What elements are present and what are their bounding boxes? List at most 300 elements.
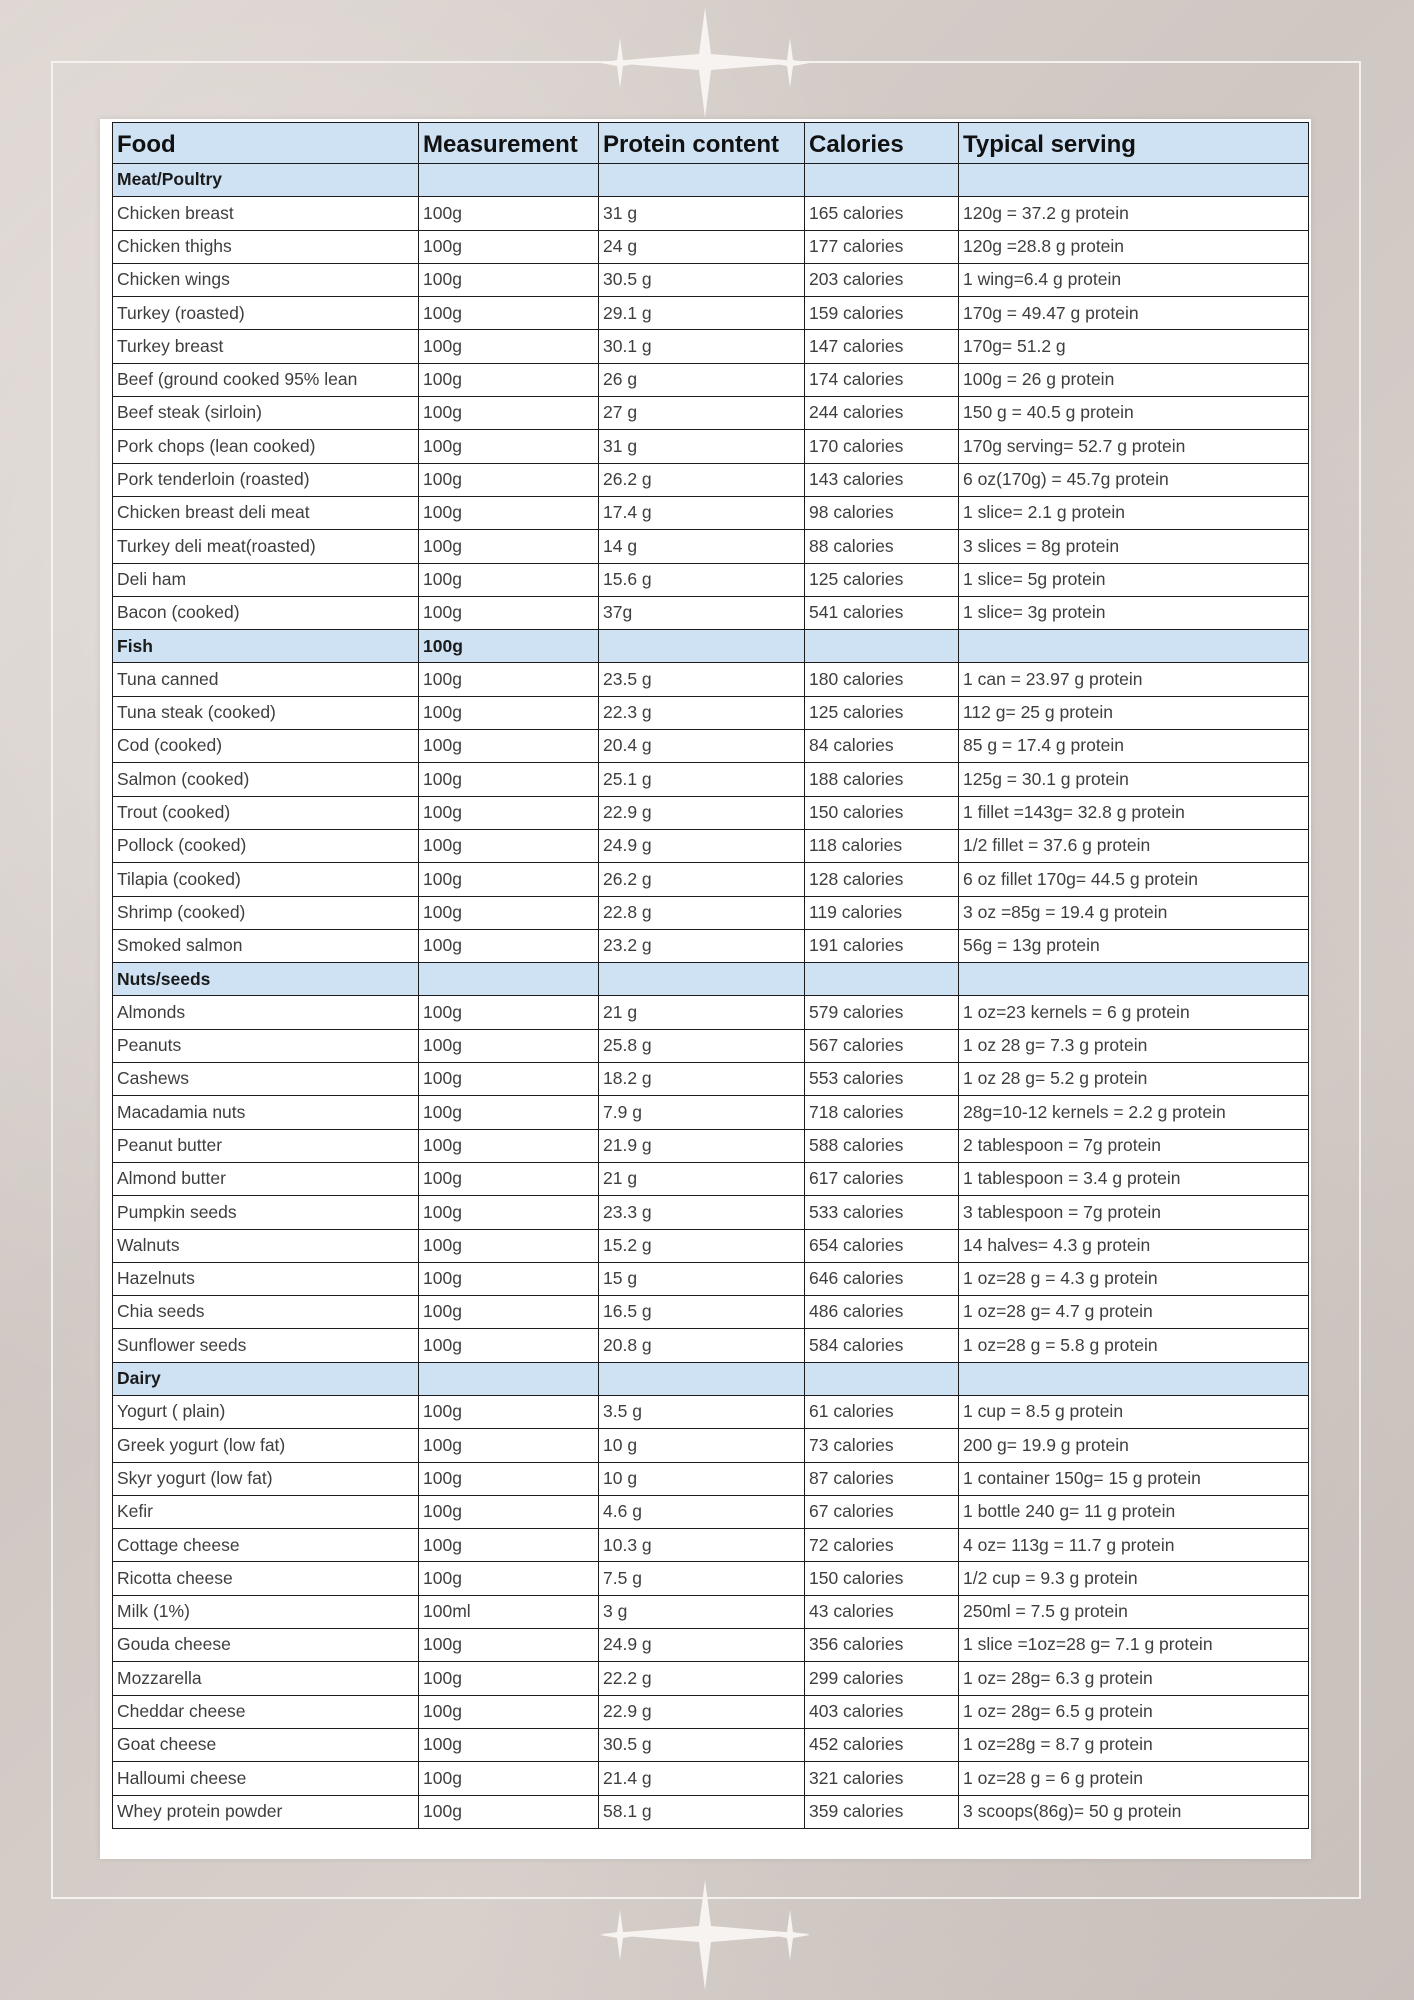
serving-cell: 1 oz=28 g = 4.3 g protein [959,1262,1309,1295]
protein-cell: 4.6 g [599,1495,805,1528]
calories-cell: 98 calories [805,496,959,529]
table-row [113,829,1309,862]
protein-cell: 29.1 g [599,297,805,330]
protein-cell: 20.4 g [599,730,805,763]
table-row [113,397,1309,430]
protein-cell: 15.2 g [599,1229,805,1262]
calories-cell: 143 calories [805,463,959,496]
measurement-cell: 100g [419,896,599,929]
measurement-cell: 100g [419,1695,599,1728]
serving-cell: 1 slice =1oz=28 g= 7.1 g protein [959,1629,1309,1662]
food-cell: Skyr yogurt (low fat) [113,1462,419,1495]
header-calories: Calories [805,123,959,164]
food-cell: Chia seeds [113,1296,419,1329]
food-cell: Beef steak (sirloin) [113,397,419,430]
protein-cell: 3.5 g [599,1395,805,1428]
measurement-cell: 100g [419,496,599,529]
food-cell: Chicken wings [113,263,419,296]
serving-cell: 1 slice= 5g protein [959,563,1309,596]
protein-cell: 26 g [599,363,805,396]
measurement-cell: 100g [419,1728,599,1761]
calories-cell: 553 calories [805,1063,959,1096]
table-row [113,596,1309,629]
protein-cell: 23.3 g [599,1196,805,1229]
protein-cell: 15 g [599,1262,805,1295]
measurement-cell: 100g [419,596,599,629]
food-cell: Sunflower seeds [113,1329,419,1362]
calories-cell [805,963,959,996]
protein-cell: 31 g [599,197,805,230]
protein-cell: 23.5 g [599,663,805,696]
serving-cell: 1 can = 23.97 g protein [959,663,1309,696]
section-header-row [113,164,1309,197]
protein-cell: 24 g [599,230,805,263]
food-cell: Smoked salmon [113,929,419,962]
protein-cell: 23.2 g [599,929,805,962]
protein-cell: 20.8 g [599,1329,805,1362]
food-cell: Trout (cooked) [113,796,419,829]
serving-cell: 6 oz(170g) = 45.7g protein [959,463,1309,496]
calories-cell: 321 calories [805,1762,959,1795]
food-cell: Bacon (cooked) [113,596,419,629]
table-row [113,1196,1309,1229]
food-cell: Tilapia (cooked) [113,863,419,896]
serving-cell: 1 slice= 3g protein [959,596,1309,629]
measurement-cell: 100g [419,730,599,763]
table-row [113,1728,1309,1761]
food-cell: Beef (ground cooked 95% lean [113,363,419,396]
serving-cell: 120g =28.8 g protein [959,230,1309,263]
protein-cell: 7.5 g [599,1562,805,1595]
protein-cell: 22.8 g [599,896,805,929]
serving-cell: 1 oz=28 g = 5.8 g protein [959,1329,1309,1362]
table-row [113,763,1309,796]
calories-cell: 403 calories [805,1695,959,1728]
table-row [113,696,1309,729]
protein-cell: 31 g [599,430,805,463]
protein-cell: 26.2 g [599,863,805,896]
serving-cell [959,963,1309,996]
table-row [113,1495,1309,1528]
food-cell: Gouda cheese [113,1629,419,1662]
serving-cell: 112 g= 25 g protein [959,696,1309,729]
measurement-cell [419,1362,599,1395]
table-row [113,929,1309,962]
food-cell: Walnuts [113,1229,419,1262]
food-cell: Kefir [113,1495,419,1528]
calories-cell [805,1362,959,1395]
section-label: Nuts/seeds [113,963,419,996]
calories-cell: 567 calories [805,1029,959,1062]
calories-cell: 72 calories [805,1529,959,1562]
protein-cell: 14 g [599,530,805,563]
calories-cell: 359 calories [805,1795,959,1828]
table-row [113,530,1309,563]
serving-cell [959,164,1309,197]
calories-cell: 170 calories [805,430,959,463]
serving-cell: 1 container 150g= 15 g protein [959,1462,1309,1495]
serving-cell: 1 oz=23 kernels = 6 g protein [959,996,1309,1029]
table-row [113,1529,1309,1562]
table-row [113,1262,1309,1295]
protein-cell: 24.9 g [599,829,805,862]
header-protein-content: Protein content [599,123,805,164]
food-cell: Almonds [113,996,419,1029]
calories-cell: 147 calories [805,330,959,363]
table-row [113,1695,1309,1728]
table-row [113,1129,1309,1162]
protein-cell: 30.5 g [599,1728,805,1761]
food-cell: Hazelnuts [113,1262,419,1295]
calories-cell: 43 calories [805,1595,959,1628]
food-cell: Cod (cooked) [113,730,419,763]
food-cell: Cheddar cheese [113,1695,419,1728]
measurement-cell: 100g [419,563,599,596]
measurement-cell: 100g [419,230,599,263]
measurement-cell: 100g [419,1662,599,1695]
food-cell: Macadamia nuts [113,1096,419,1129]
table-row [113,1229,1309,1262]
protein-cell: 27 g [599,397,805,430]
food-cell: Ricotta cheese [113,1562,419,1595]
protein-cell [599,963,805,996]
protein-cell: 22.9 g [599,1695,805,1728]
measurement-cell: 100g [419,929,599,962]
protein-cell: 7.9 g [599,1096,805,1129]
protein-cell [599,1362,805,1395]
serving-cell: 3 slices = 8g protein [959,530,1309,563]
serving-cell: 150 g = 40.5 g protein [959,397,1309,430]
measurement-cell: 100g [419,1429,599,1462]
serving-cell: 1 oz=28g = 8.7 g protein [959,1728,1309,1761]
table-row [113,1562,1309,1595]
calories-cell: 119 calories [805,896,959,929]
table-row [113,1296,1309,1329]
protein-table [112,122,1309,1829]
serving-cell: 125g = 30.1 g protein [959,763,1309,796]
protein-cell: 37g [599,596,805,629]
table-row [113,1795,1309,1828]
serving-cell: 2 tablespoon = 7g protein [959,1129,1309,1162]
protein-cell: 21 g [599,1162,805,1195]
serving-cell: 250ml = 7.5 g protein [959,1595,1309,1628]
measurement-cell: 100g [419,530,599,563]
measurement-cell: 100g [419,796,599,829]
measurement-cell [419,963,599,996]
food-cell: Peanut butter [113,1129,419,1162]
table-row [113,1329,1309,1362]
serving-cell: 1 oz= 28g= 6.5 g protein [959,1695,1309,1728]
table-row [113,330,1309,363]
calories-cell: 486 calories [805,1296,959,1329]
food-cell: Turkey breast [113,330,419,363]
measurement-cell: 100g [419,263,599,296]
serving-cell: 28g=10-12 kernels = 2.2 g protein [959,1096,1309,1129]
measurement-cell: 100g [419,663,599,696]
serving-cell: 200 g= 19.9 g protein [959,1429,1309,1462]
food-cell: Tuna canned [113,663,419,696]
measurement-cell: 100g [419,1229,599,1262]
serving-cell: 3 scoops(86g)= 50 g protein [959,1795,1309,1828]
protein-cell: 22.2 g [599,1662,805,1695]
calories-cell: 191 calories [805,929,959,962]
calories-cell: 533 calories [805,1196,959,1229]
food-cell: Deli ham [113,563,419,596]
header-food: Food [113,123,419,164]
food-cell: Almond butter [113,1162,419,1195]
measurement-cell: 100g [419,1462,599,1495]
calories-cell: 203 calories [805,263,959,296]
measurement-cell: 100g [419,1629,599,1662]
serving-cell: 4 oz= 113g = 11.7 g protein [959,1529,1309,1562]
calories-cell: 244 calories [805,397,959,430]
calories-cell: 718 calories [805,1096,959,1129]
food-cell: Yogurt ( plain) [113,1395,419,1428]
serving-cell: 1 oz=28 g= 4.7 g protein [959,1296,1309,1329]
sparkle-bottom-icon [600,1880,810,1990]
calories-cell: 128 calories [805,863,959,896]
measurement-cell: 100g [419,1762,599,1795]
protein-cell: 21 g [599,996,805,1029]
measurement-cell: 100g [419,430,599,463]
serving-cell: 3 oz =85g = 19.4 g protein [959,896,1309,929]
measurement-cell [419,164,599,197]
protein-cell: 10.3 g [599,1529,805,1562]
table-header-row [113,123,1309,164]
calories-cell [805,164,959,197]
food-cell: Shrimp (cooked) [113,896,419,929]
protein-cell: 17.4 g [599,496,805,529]
serving-cell: 170g = 49.47 g protein [959,297,1309,330]
measurement-cell: 100g [419,297,599,330]
protein-cell: 30.5 g [599,263,805,296]
food-cell: Chicken thighs [113,230,419,263]
calories-cell: 125 calories [805,696,959,729]
measurement-cell: 100g [419,1029,599,1062]
protein-cell: 10 g [599,1429,805,1462]
serving-cell: 56g = 13g protein [959,929,1309,962]
calories-cell: 61 calories [805,1395,959,1428]
measurement-cell: 100g [419,1395,599,1428]
measurement-cell: 100g [419,829,599,862]
protein-cell: 30.1 g [599,330,805,363]
serving-cell: 170g serving= 52.7 g protein [959,430,1309,463]
measurement-cell: 100g [419,1129,599,1162]
protein-cell: 25.8 g [599,1029,805,1062]
food-cell: Pumpkin seeds [113,1196,419,1229]
table-row [113,463,1309,496]
calories-cell: 617 calories [805,1162,959,1195]
food-cell: Chicken breast deli meat [113,496,419,529]
table-row [113,1063,1309,1096]
food-cell: Cashews [113,1063,419,1096]
calories-cell: 150 calories [805,1562,959,1595]
serving-cell: 1/2 fillet = 37.6 g protein [959,829,1309,862]
food-cell: Pork tenderloin (roasted) [113,463,419,496]
calories-cell: 87 calories [805,1462,959,1495]
calories-cell: 356 calories [805,1629,959,1662]
calories-cell: 165 calories [805,197,959,230]
protein-cell: 3 g [599,1595,805,1628]
measurement-cell: 100g [419,996,599,1029]
measurement-cell: 100g [419,1795,599,1828]
table-row [113,1429,1309,1462]
measurement-cell: 100g [419,863,599,896]
food-cell: Cottage cheese [113,1529,419,1562]
serving-cell: 100g = 26 g protein [959,363,1309,396]
measurement-cell: 100g [419,1262,599,1295]
measurement-cell: 100g [419,1063,599,1096]
protein-cell: 21.4 g [599,1762,805,1795]
protein-cell: 26.2 g [599,463,805,496]
calories-cell: 177 calories [805,230,959,263]
table-row [113,663,1309,696]
calories-cell [805,630,959,663]
protein-cell: 21.9 g [599,1129,805,1162]
calories-cell: 150 calories [805,796,959,829]
table-row [113,1162,1309,1195]
food-cell: Salmon (cooked) [113,763,419,796]
protein-cell: 25.1 g [599,763,805,796]
serving-cell: 120g = 37.2 g protein [959,197,1309,230]
serving-cell: 3 tablespoon = 7g protein [959,1196,1309,1229]
calories-cell: 180 calories [805,663,959,696]
measurement-cell: 100g [419,1196,599,1229]
calories-cell: 88 calories [805,530,959,563]
food-cell: Pork chops (lean cooked) [113,430,419,463]
serving-cell: 1 oz= 28g= 6.3 g protein [959,1662,1309,1695]
table-row [113,1595,1309,1628]
table-row [113,1096,1309,1129]
sparkle-top-icon [600,8,810,118]
food-cell: Goat cheese [113,1728,419,1761]
protein-cell: 15.6 g [599,563,805,596]
calories-cell: 118 calories [805,829,959,862]
table-row [113,197,1309,230]
measurement-cell: 100g [419,1495,599,1528]
section-header-row [113,963,1309,996]
measurement-cell: 100g [419,763,599,796]
calories-cell: 174 calories [805,363,959,396]
food-cell: Peanuts [113,1029,419,1062]
serving-cell: 1 fillet =143g= 32.8 g protein [959,796,1309,829]
measurement-cell: 100g [419,397,599,430]
food-cell: Mozzarella [113,1662,419,1695]
table-row [113,297,1309,330]
protein-cell: 10 g [599,1462,805,1495]
calories-cell: 541 calories [805,596,959,629]
protein-cell: 18.2 g [599,1063,805,1096]
calories-cell: 588 calories [805,1129,959,1162]
serving-cell: 1 oz=28 g = 6 g protein [959,1762,1309,1795]
document-page [100,119,1311,1859]
table-row [113,563,1309,596]
section-label: Dairy [113,1362,419,1395]
food-cell: Turkey (roasted) [113,297,419,330]
calories-cell: 299 calories [805,1662,959,1695]
table-row [113,230,1309,263]
serving-cell: 1/2 cup = 9.3 g protein [959,1562,1309,1595]
section-label: Meat/Poultry [113,164,419,197]
table-row [113,863,1309,896]
protein-cell: 24.9 g [599,1629,805,1662]
measurement-cell: 100g [419,1562,599,1595]
calories-cell: 654 calories [805,1229,959,1262]
calories-cell: 452 calories [805,1728,959,1761]
measurement-cell: 100g [419,1529,599,1562]
serving-cell: 1 wing=6.4 g protein [959,263,1309,296]
calories-cell: 73 calories [805,1429,959,1462]
measurement-cell: 100g [419,1296,599,1329]
protein-cell [599,630,805,663]
table-row [113,996,1309,1029]
table-row [113,1629,1309,1662]
serving-cell: 14 halves= 4.3 g protein [959,1229,1309,1262]
table-row [113,1029,1309,1062]
calories-cell: 646 calories [805,1262,959,1295]
serving-cell: 1 oz 28 g= 7.3 g protein [959,1029,1309,1062]
serving-cell: 170g= 51.2 g [959,330,1309,363]
serving-cell: 1 oz 28 g= 5.2 g protein [959,1063,1309,1096]
measurement-cell: 100g [419,1096,599,1129]
calories-cell: 584 calories [805,1329,959,1362]
table-row [113,1662,1309,1695]
table-row [113,896,1309,929]
table-row [113,263,1309,296]
protein-cell: 16.5 g [599,1296,805,1329]
protein-cell [599,164,805,197]
serving-cell: 1 bottle 240 g= 11 g protein [959,1495,1309,1528]
food-cell: Greek yogurt (low fat) [113,1429,419,1462]
calories-cell: 125 calories [805,563,959,596]
protein-cell: 22.9 g [599,796,805,829]
serving-cell: 1 tablespoon = 3.4 g protein [959,1162,1309,1195]
table-body [113,164,1309,1829]
food-cell: Tuna steak (cooked) [113,696,419,729]
measurement-cell: 100g [419,1162,599,1195]
measurement-cell: 100g [419,197,599,230]
calories-cell: 159 calories [805,297,959,330]
table-row [113,1762,1309,1795]
calories-cell: 579 calories [805,996,959,1029]
serving-cell: 1 slice= 2.1 g protein [959,496,1309,529]
protein-cell: 58.1 g [599,1795,805,1828]
measurement-cell: 100ml [419,1595,599,1628]
measurement-cell: 100g [419,1329,599,1362]
header-measurement: Measurement [419,123,599,164]
table-row [113,1462,1309,1495]
measurement-cell: 100g [419,463,599,496]
table-row [113,496,1309,529]
measurement-cell: 100g [419,363,599,396]
serving-cell [959,630,1309,663]
table-row [113,1395,1309,1428]
food-cell: Turkey deli meat(roasted) [113,530,419,563]
food-cell: Pollock (cooked) [113,829,419,862]
measurement-cell: 100g [419,696,599,729]
serving-cell: 85 g = 17.4 g protein [959,730,1309,763]
calories-cell: 67 calories [805,1495,959,1528]
serving-cell: 6 oz fillet 170g= 44.5 g protein [959,863,1309,896]
table-row [113,430,1309,463]
table-row [113,730,1309,763]
section-header-row [113,630,1309,663]
calories-cell: 84 calories [805,730,959,763]
serving-cell [959,1362,1309,1395]
section-label: Fish [113,630,419,663]
food-cell: Whey protein powder [113,1795,419,1828]
serving-cell: 1 cup = 8.5 g protein [959,1395,1309,1428]
